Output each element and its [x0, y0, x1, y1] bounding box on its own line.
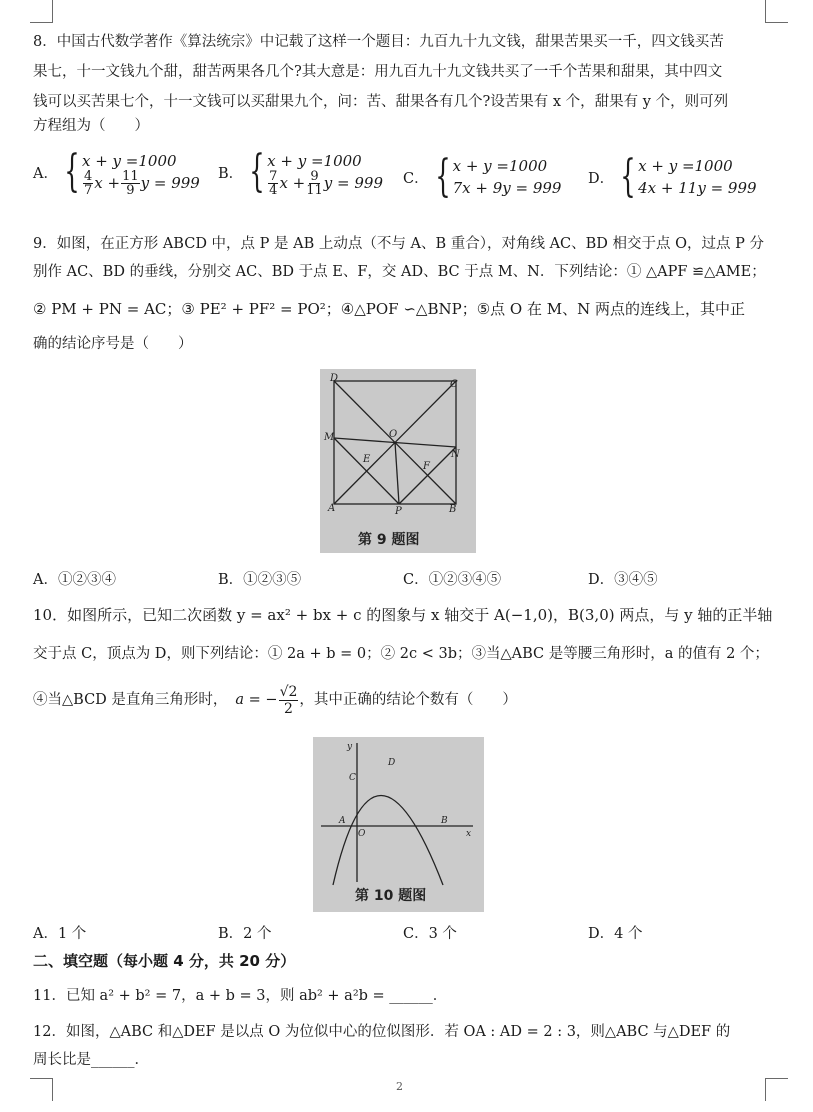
q9-line-2: 别作 AC、BD 的垂线，分别交 AC、BD 于点 E、F，交 AD、BC 于点 M、N．下列结论：① △APF ≌△AME；	[33, 264, 766, 280]
label-m: M	[324, 432, 335, 443]
q8-option-b: B． { x + y =1000 $\frac{7}{4}$ x + $\frac{9}{11}$ y = 999	[218, 146, 383, 198]
q10-figure-caption: 第 10 题图	[355, 888, 427, 904]
q10-line-1: 10．如图所示，已知二次函数 y = ax² + bx + c 的图象与 x 轴交于 A(−1,0)，B(3,0) 两点，与 y 轴的正半轴	[33, 606, 773, 624]
option-label: A．	[33, 165, 58, 182]
q8-option-a: A． { x + y =1000 $\frac{4}{7}$ x + $\frac{11}{9}$ y = 999	[33, 146, 200, 198]
label-d: D	[388, 758, 396, 768]
q9-option-c: C．①②③④⑤	[403, 572, 502, 588]
label-e: E	[363, 454, 371, 465]
q12-line-1: 12．如图，△ABC 和△DEF 是以点 O 为位似中心的位似图形．若 OA : AD = 2 : 3，则△ABC 与△DEF 的	[33, 1024, 731, 1040]
equation-2: $\frac{4}{7}$ x + $\frac{11}{9}$ y = 999	[83, 168, 200, 198]
equation-1: x + y =1000	[452, 157, 548, 175]
q9-figure-caption: 第 9 题图	[358, 532, 420, 548]
q9-option-d: D．③④⑤	[588, 572, 658, 588]
label-b: B	[441, 816, 448, 826]
corner-mark-top-left	[30, 0, 53, 23]
equation-1: x + y =1000	[81, 152, 177, 170]
q12-line-2: 周长比是______．	[33, 1052, 149, 1068]
q10-option-d: D．4 个	[588, 926, 643, 942]
q10-option-c: C．3 个	[403, 926, 457, 942]
equation-2: 7x + 9y = 999	[452, 179, 562, 197]
q10-line-3: ④当△BCD 是直角三角形时， a = − $\frac{√2}{2}$ ，其中正确的结论个数有（ ）	[33, 683, 517, 717]
q9-line-4: 确的结论序号是（ ）	[33, 336, 193, 352]
q8-option-d: D． { x + y =1000 4x + 11y = 999	[588, 151, 757, 202]
page-number: 2	[396, 1080, 403, 1093]
option-label: D．	[588, 170, 615, 187]
q9-option-a: A．①②③④	[33, 572, 116, 588]
corner-mark-top-right	[765, 0, 788, 23]
label-c: C	[450, 379, 458, 390]
equation-2: 4x + 11y = 999	[638, 179, 757, 197]
q9-line-3: ② PM + PN = AC；③ PE² + PF² = PO²；④△POF ∽△BNP；⑤点 O 在 M、N 两点的连线上，其中正	[33, 300, 745, 318]
equation-1: x + y =1000	[638, 157, 733, 175]
label-a: A	[339, 816, 346, 826]
corner-mark-bottom-right	[765, 1078, 788, 1101]
q10-option-b: B．2 个	[218, 926, 272, 942]
label-b: B	[449, 504, 457, 515]
label-c: C	[349, 773, 356, 783]
q9-option-b: B．①②③⑤	[218, 572, 302, 588]
option-label: B．	[218, 165, 244, 182]
corner-mark-bottom-left	[30, 1078, 53, 1101]
q10-line-2: 交于点 C，顶点为 D，则下列结论：① 2a + b = 0；② 2c < 3b；③当△ABC 是等腰三角形时，a 的值有 2 个；	[33, 646, 769, 662]
option-label: C．	[403, 170, 429, 187]
q10-figure	[313, 737, 484, 912]
label-y: y	[347, 742, 353, 752]
q9-figure	[320, 369, 476, 553]
section-heading-fill-in: 二、填空题（每小题 4 分，共 20 分）	[33, 952, 296, 970]
q9-line-1: 9．如图，在正方形 ABCD 中，点 P 是 AB 上动点（不与 A、B 重合），对角线 AC、BD 相交于点 O，过点 P 分	[33, 236, 765, 252]
q8-line-1: 8．中国古代数学著作《算法统宗》中记载了这样一个题目：九百九十九文钱，甜果苦果买一千，四文钱买苦	[33, 34, 724, 50]
fraction-sqrt2-over-2: $\frac{√2}{2}$	[279, 683, 298, 717]
label-o: O	[389, 429, 398, 440]
q8-line-2: 果七，十一文钱九个甜，甜苦两果各几个?其大意是：用九百九十九文钱共买了一千个苦果和甜果，其中四文	[33, 64, 723, 80]
label-d: D	[330, 373, 339, 384]
q8-option-c: C． { x + y =1000 7x + 9y = 999	[403, 151, 562, 202]
label-o: O	[358, 829, 366, 839]
label-x: x	[466, 829, 472, 839]
label-f: F	[423, 461, 430, 472]
q10-option-a: A．1 个	[33, 926, 87, 942]
equation-2: $\frac{7}{4}$ x + $\frac{9}{11}$ y = 999	[269, 168, 383, 198]
label-n: N	[451, 449, 460, 460]
label-a: A	[328, 503, 336, 514]
label-p: P	[395, 506, 402, 517]
q11-line: 11．已知 a² + b² = 7，a + b = 3，则 ab² + a²b = ______．	[33, 988, 448, 1004]
equation-1: x + y =1000	[267, 152, 362, 170]
q8-line-4: 方程组为（ ）	[33, 118, 149, 134]
q8-line-3: 钱可以买苦果七个，十一文钱可以买甜果九个，问：苦、甜果各有几个?设苦果有 x 个，甜果有 y 个，则可列	[33, 94, 729, 110]
square-diagram	[320, 369, 476, 553]
